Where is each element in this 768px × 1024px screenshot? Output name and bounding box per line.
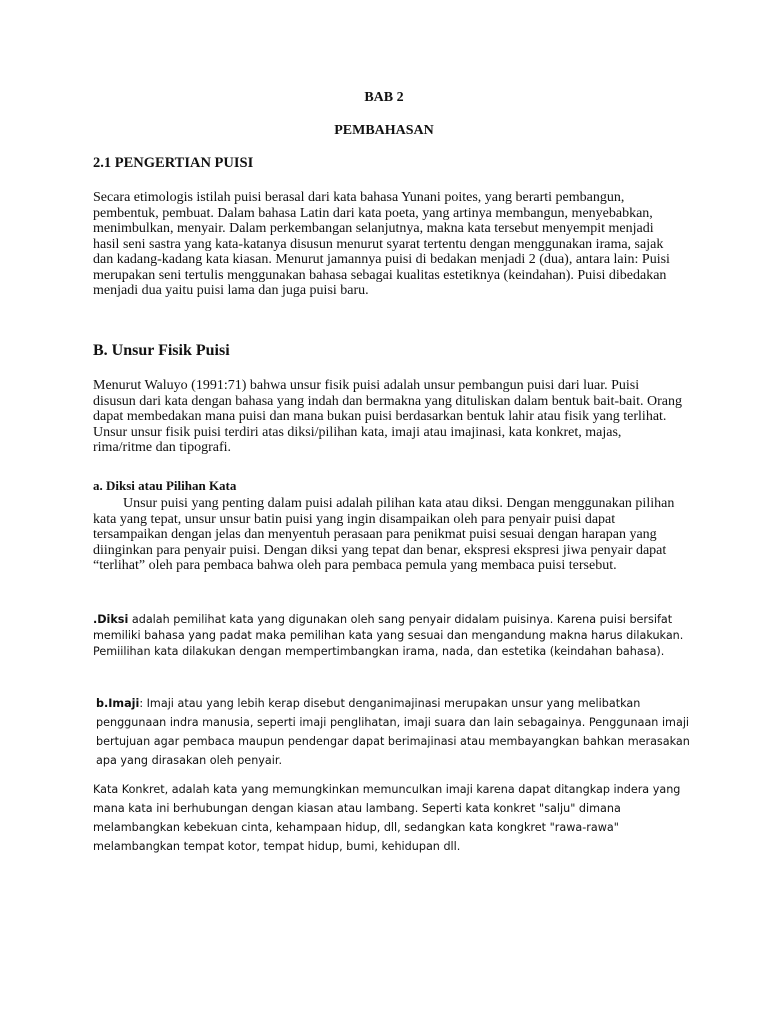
imaji-text: : Imaji atau yang lebih kerap disebut denganimajinasi merupakan unsur yang melibatkan penggunaan indra manusia, seperti imaji penglihatan, imaji suara dan lain sebagainya. Penggunaan imaji bertujuan agar pembaca maupun pendengar dapat berimajinasi atau membayangkan bahkan merasakan apa yang dirasakan oleh penyair. — [96, 697, 690, 767]
section-b-heading: B. Unsur Fisik Puisi — [93, 342, 230, 359]
section-1-heading: 2.1 PENGERTIAN PUISI — [93, 155, 254, 171]
subsection-a-paragraph — [93, 496, 683, 574]
imaji-definition — [96, 694, 696, 770]
chapter-title: PEMBAHASAN — [334, 123, 434, 138]
konkret-definition: Kata Konkret, adalah kata yang memungkinkan memunculkan imaji karena dapat ditangkap indera yang mana kata ini berhubungan dengan kiasan atau lambang. Seperti kata konkret "salju" dimana melambangkan kebekuan cinta, kehampaan hidup, dll, sedangkan kata kongkret "rawa-rawa" melambangkan tempat kotor, tempat hidup, bumi, kehidupan dll. — [93, 783, 681, 853]
imaji-term: b.Imaji — [96, 697, 140, 710]
diksi-definition — [93, 612, 693, 660]
diksi-term: .Diksi — [93, 613, 129, 626]
subsection-a-body: Unsur puisi yang penting dalam puisi adalah pilihan kata atau diksi. Dengan menggunakan pilihan kata yang tepat, unsur unsur batin puisi yang ingin disampaikan oleh para penyair puisi dapat tersampaikan dengan jelas dan menyentuh perasaan para penikmat puisi sesuai dengan harapan yang diinginkan para penyair puisi. Dengan diksi yang tepat dan benar, ekspresi ekspresi jiwa penyair dapat “terlihat” oleh para pembaca bahwa oleh para pembaca pemula yang membaca puisi tersebut. — [93, 496, 675, 573]
subsection-a-heading: a. Diksi atau Pilihan Kata — [93, 478, 237, 493]
diksi-text: adalah pemilihat kata yang digunakan oleh sang penyair didalam puisinya. Karena puisi bersifat memiliki bahasa yang padat maka pemilihan kata yang sesuai dan mengandung makna harus dilakukan. Pemiilihan kata dilakukan dengan mempertimbangkan irama, nada, dan estetika (keindahan bahasa). — [93, 613, 684, 658]
chapter-label: BAB 2 — [364, 90, 404, 105]
section-b-body: Menurut Waluyo (1991:71) bahwa unsur fisik puisi adalah unsur pembangun puisi dari luar. Puisi disusun dari kata dengan bahasa yang indah dan bermakna yang dituliskan dalam bentuk bait-bait. Orang dapat membedakan mana puisi dan mana bukan puisi berdasarkan bentuk lahir atau fisik yang terlihat. Unsur unsur fisik puisi terdiri atas diksi/pilihan kata, imaji atau imajinasi, kata konkret, majas, rima/ritme dan tipografi. — [93, 378, 682, 455]
section-1-body: Secara etimologis istilah puisi berasal dari kata bahasa Yunani poites, yang berarti pembangun, pembentuk, pembuat. Dalam bahasa Latin dari kata poeta, yang artinya membangun, menyebabkan, menimbulkan, menyair. Dalam perkembangan selanjutnya, makna kata tersebut menyempit menjadi hasil seni sastra yang kata-katanya disusun menurut syarat tertentu dengan menggunakan irama, sajak dan kadang-kadang kata kiasan. Menurut jamannya puisi di bedakan menjadi 2 (dua), antara lain: Puisi merupakan seni tertulis menggunakan bahasa sebagai kualitas estetiknya (keindahan). Puisi dibedakan menjadi dua yaitu puisi lama dan juga puisi baru. — [93, 190, 670, 298]
